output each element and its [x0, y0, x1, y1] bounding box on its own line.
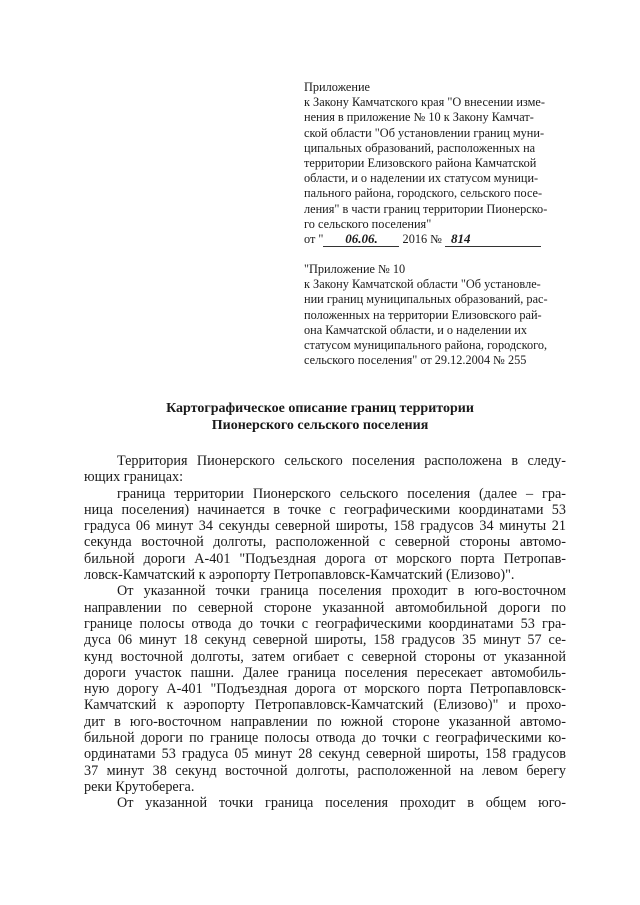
appendix-header	[304, 80, 566, 247]
body-line: дит в юго-восточном направлении по южной стороне указанной автомо-	[84, 713, 566, 730]
appendix-line: пального района, городского, сельского посе-	[304, 186, 543, 201]
title-line-2: Пионерского сельского поселения	[211, 418, 429, 433]
body-line: бильной дороги А-401 "Подъездная дорога от морского порта Петропав-	[84, 550, 566, 567]
appendix2-line: положенных на территории Елизовского рай-	[304, 307, 542, 322]
appendix-line: нения в приложение № 10 к Закону Камчат-	[304, 110, 534, 125]
body-line: градуса 06 минут 34 секунды северной широты, 158 градусов 34 минуты 21	[84, 518, 566, 535]
appendix-line: области, и о наделении их статусом муници-	[304, 171, 539, 186]
handwritten-number: 814	[445, 232, 541, 247]
appendix-line: к Закону Камчатского края "О внесении изме-	[304, 95, 545, 110]
body-line: 37 минут 38 секунд восточной долготы, расположенной на левом берегу	[84, 762, 566, 779]
body-line: ющих границах:	[84, 469, 184, 486]
body-line: направлении по северной стороне указанной автомобильной дороги по	[84, 599, 566, 616]
date-prefix: от "	[304, 232, 324, 247]
appendix-date-line	[304, 232, 566, 247]
body-line: ловск-Камчатский к аэропорту Петропавловск-Камчатский (Елизово)".	[84, 567, 515, 584]
body-line: От указанной точки граница поселения проходит в юго-восточном	[117, 583, 566, 600]
body-line: дуса 06 минут 18 секунд северной широты, 158 градусов 35 минут 57 се-	[84, 632, 566, 649]
handwritten-date: 06.06.	[323, 232, 399, 247]
appendix2-line: нии границ муниципальных образований, рас-	[304, 292, 548, 307]
body-text	[84, 453, 566, 812]
appendix-line: ципальных образований, расположенных на	[304, 140, 536, 155]
date-year: 2016 №	[402, 232, 442, 247]
appendix2-line: к Закону Камчатской области "Об установле-	[304, 277, 541, 292]
body-line: Камчатский к аэропорту Петропавловск-Камчатский (Елизово)" и прохо-	[84, 697, 566, 714]
original-appendix-header	[304, 262, 566, 368]
body-line: ную дорогу А-401 "Подъездная дорога от морского порта Петропавловск-	[84, 681, 566, 698]
body-line: бильной дороги по границе полосы отвода до точки с географическими ко-	[84, 730, 566, 747]
body-line: От указанной точки граница поселения проходит в общем юго-	[117, 795, 566, 812]
title-line-1: Картографическое описание границ территории	[166, 401, 474, 416]
body-line: границе полосы отвода до точки с географическими координатами 53 гра-	[84, 615, 566, 632]
appendix2-line: сельского поселения" от 29.12.2004 № 255	[304, 353, 527, 368]
appendix-line: ления" в части границ территории Пионерско-	[304, 201, 548, 216]
document-title	[120, 400, 520, 434]
body-line: ординатами 53 градуса 05 минут 28 секунд северной широты, 158 градусов	[84, 746, 566, 763]
appendix2-line: статусом муниципального района, городского,	[304, 338, 548, 353]
body-line: граница территории Пионерского сельского поселения (далее – гра-	[117, 485, 566, 502]
body-line: секунда восточной долготы, расположенной с северной стороны автомо-	[84, 534, 566, 551]
appendix-line: ской области "Об установлении границ муни-	[304, 125, 545, 140]
appendix2-line: она Камчатской области, и о наделении их	[304, 322, 528, 337]
appendix-line: Приложение	[304, 80, 370, 94]
appendix-line: го сельского поселения"	[304, 216, 432, 231]
body-line: ница поселения) начинается в точке с географическими координатами 53	[84, 501, 566, 518]
body-line: Территория Пионерского сельского поселения расположена в следу-	[117, 453, 566, 469]
body-line: кунд восточной долготы, затем огибает с северной стороны от указанной	[84, 648, 566, 665]
appendix2-line: "Приложение № 10	[304, 262, 406, 276]
body-line: реки Крутоберега.	[84, 778, 195, 795]
body-line: дороги участок пашни. Далее граница поселения пересекает автомобиль-	[84, 664, 566, 681]
appendix-line: территории Елизовского района Камчатской	[304, 156, 537, 171]
